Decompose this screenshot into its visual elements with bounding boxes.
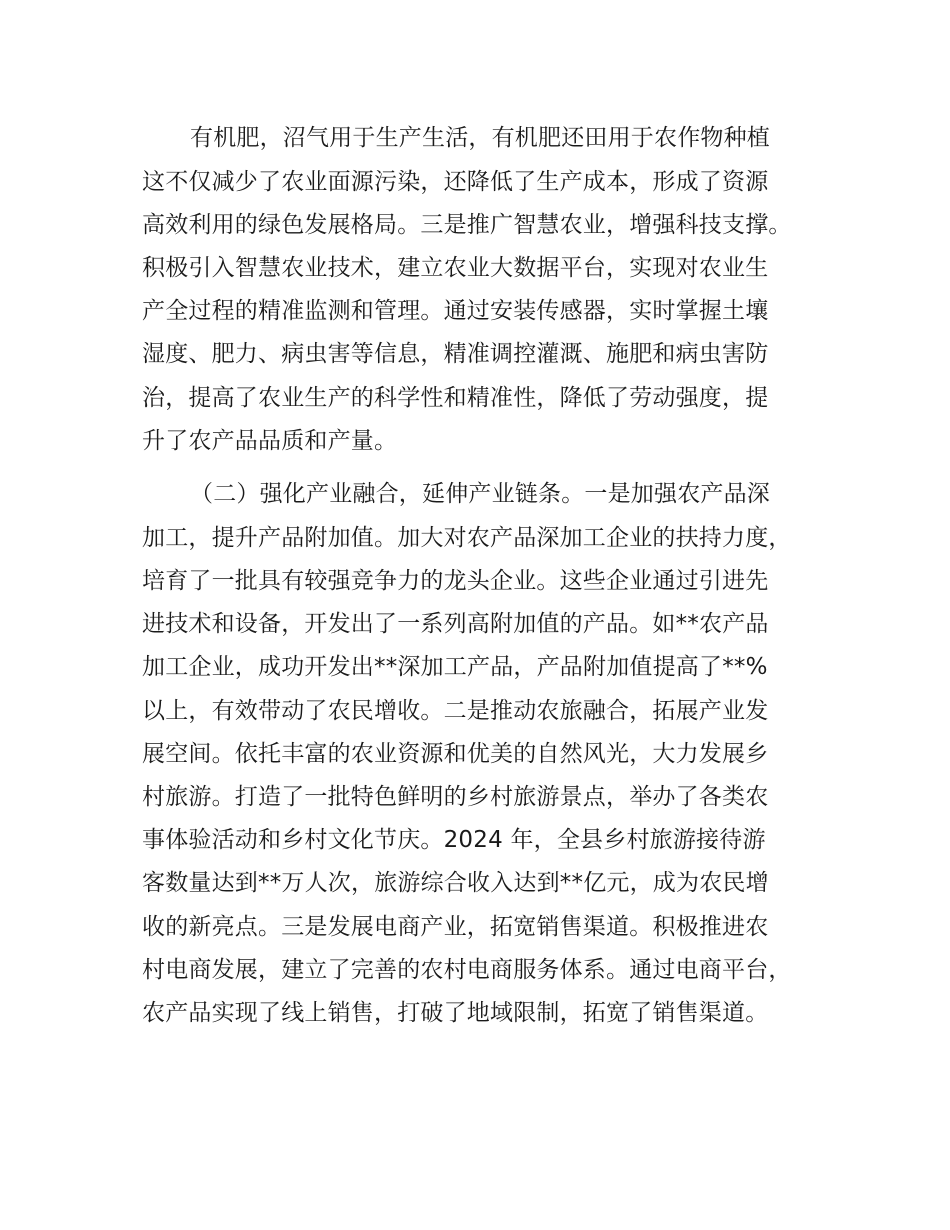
- text-line: 产全过程的精准监测和管理。通过安装传感器，实时掌握土壤: [142, 298, 769, 324]
- text-line: 加工企业，成功开发出**深加工产品，产品附加值提高了**%: [142, 654, 768, 680]
- text-line: 湿度、肥力、病虫害等信息，精准调控灌溉、施肥和病虫害防: [142, 341, 769, 367]
- text-line: 事体验活动和乡村文化节庆。2024 年，全县乡村旅游接待游: [142, 827, 766, 853]
- text-line: 客数量达到**万人次，旅游综合收入达到**亿元，成为农民增: [142, 870, 769, 896]
- text-line: 村电商发展，建立了完善的农村电商服务体系。通过电商平台，: [142, 957, 792, 983]
- text-line: 培育了一批具有较强竞争力的龙头企业。这些企业通过引进先: [142, 568, 769, 594]
- text-line: 治，提高了农业生产的科学性和精准性，降低了劳动强度，提: [142, 385, 769, 411]
- text-line: 高效利用的绿色发展格局。三是推广智慧农业，增强科技支撑。: [142, 212, 792, 238]
- text-line: 收的新亮点。三是发展电商产业，拓宽销售渠道。积极推进农: [142, 914, 769, 940]
- text-line: 农产品实现了线上销售，打破了地域限制，拓宽了销售渠道。: [142, 1000, 769, 1026]
- text-line: 村旅游。打造了一批特色鲜明的乡村旅游景点，举办了各类农: [142, 784, 769, 810]
- text-line: （二）强化产业融合，延伸产业链条。一是加强农产品深: [190, 481, 770, 507]
- text-line: 升了农产品品质和产量。: [142, 428, 398, 454]
- text-line: 有机肥，沼气用于生产生活，有机肥还田用于农作物种植: [190, 125, 770, 151]
- text-line: 积极引入智慧农业技术，建立农业大数据平台，实现对农业生: [142, 255, 769, 281]
- text-line: 展空间。依托丰富的农业资源和优美的自然风光，大力发展乡: [142, 741, 769, 767]
- text-line: 进技术和设备，开发出了一系列高附加值的产品。如**农产品: [142, 611, 769, 637]
- text-line: 这不仅减少了农业面源污染，还降低了生产成本，形成了资源: [142, 169, 769, 195]
- text-line: 以上，有效带动了农民增收。二是推动农旅融合，拓展产业发: [142, 698, 769, 724]
- text-line: 加工，提升产品附加值。加大对农产品深加工企业的扶持力度，: [142, 525, 792, 551]
